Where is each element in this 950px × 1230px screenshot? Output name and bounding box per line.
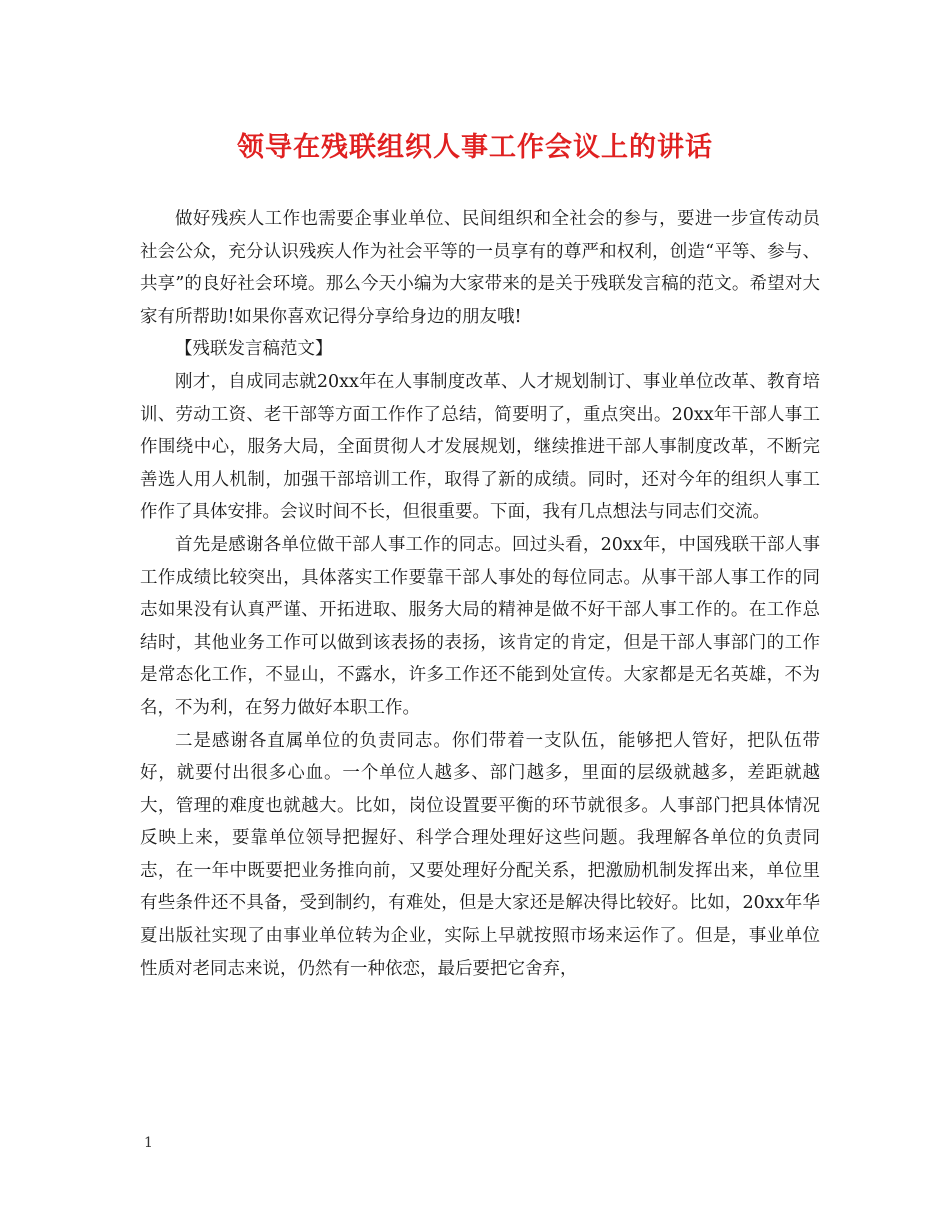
document-title: 领导在残联组织人事工作会议上的讲话 <box>237 132 713 163</box>
paragraph-thanks-leaders: 二是感谢各直属单位的负责同志。你们带着一支队伍，能够把人管好，把队伍带好，就要付出很多心血。一个单位人越多、部门越多，里面的层级就越多，差距就越大，管理的难度也就越大。比如，岗位设置要平衡的环节就很多。人事部门把具体情况反映上来，要靠单位领导把握好、科学合理处理好这些问题。我理解各单位的负责同志，在一年中既要把业务推向前，又要处理好分配关系，把激励机制发挥出来，单位里有些条件还不具备，受到制约，有难处，但是大家还是解决得比较好。比如，20xx年华夏出版社实现了由事业单位转为企业，实际上早就按照市场来运作了。但是，事业单位性质对老同志来说，仍然有一种依恋，最后要把它舍弃， <box>140 730 820 979</box>
document-body <box>140 203 820 985</box>
paragraph-intro: 做好残疾人工作也需要企事业单位、民间组织和全社会的参与，要进一步宣传动员社会公众，充分认识残疾人作为社会平等的一员享有的尊严和权利，创造“平等、参与、共享”的良好社会环境。那么今天小编为大家带来的是关于残联发言稿的范文。希望对大家有所帮助!如果你喜欢记得分享给身边的朋友哦! <box>140 209 820 327</box>
paragraph-summary: 刚才，自成同志就20xx年在人事制度改革、人才规划制订、事业单位改革、教育培训、劳动工资、老干部等方面工作作了总结，简要明了，重点突出。20xx年干部人事工作围绕中心，服务大局，全面贯彻人才发展规划，继续推进干部人事制度改革，不断完善选人用人机制，加强干部培训工作，取得了新的成绩。同时，还对今年的组织人事工作作了具体安排。会议时间不长，但很重要。下面，我有几点想法与同志们交流。 <box>140 371 820 523</box>
paragraph-thanks-staff: 首先是感谢各单位做干部人事工作的同志。回过头看，20xx年，中国残联干部人事工作成绩比较突出，具体落实工作要靠干部人事处的每位同志。从事干部人事工作的同志如果没有认真严谨、开拓进取、服务大局的精神是做不好干部人事工作的。在工作总结时，其他业务工作可以做到该表扬的表扬，该肯定的肯定，但是干部人事部门的工作是常态化工作，不显山，不露水，许多工作还不能到处宣传。大家都是无名英雄，不为名，不为利，在努力做好本职工作。 <box>140 534 820 718</box>
paragraph-section-heading: 【残联发言稿范文】 <box>175 339 333 360</box>
page-number: 1 <box>144 1135 153 1151</box>
